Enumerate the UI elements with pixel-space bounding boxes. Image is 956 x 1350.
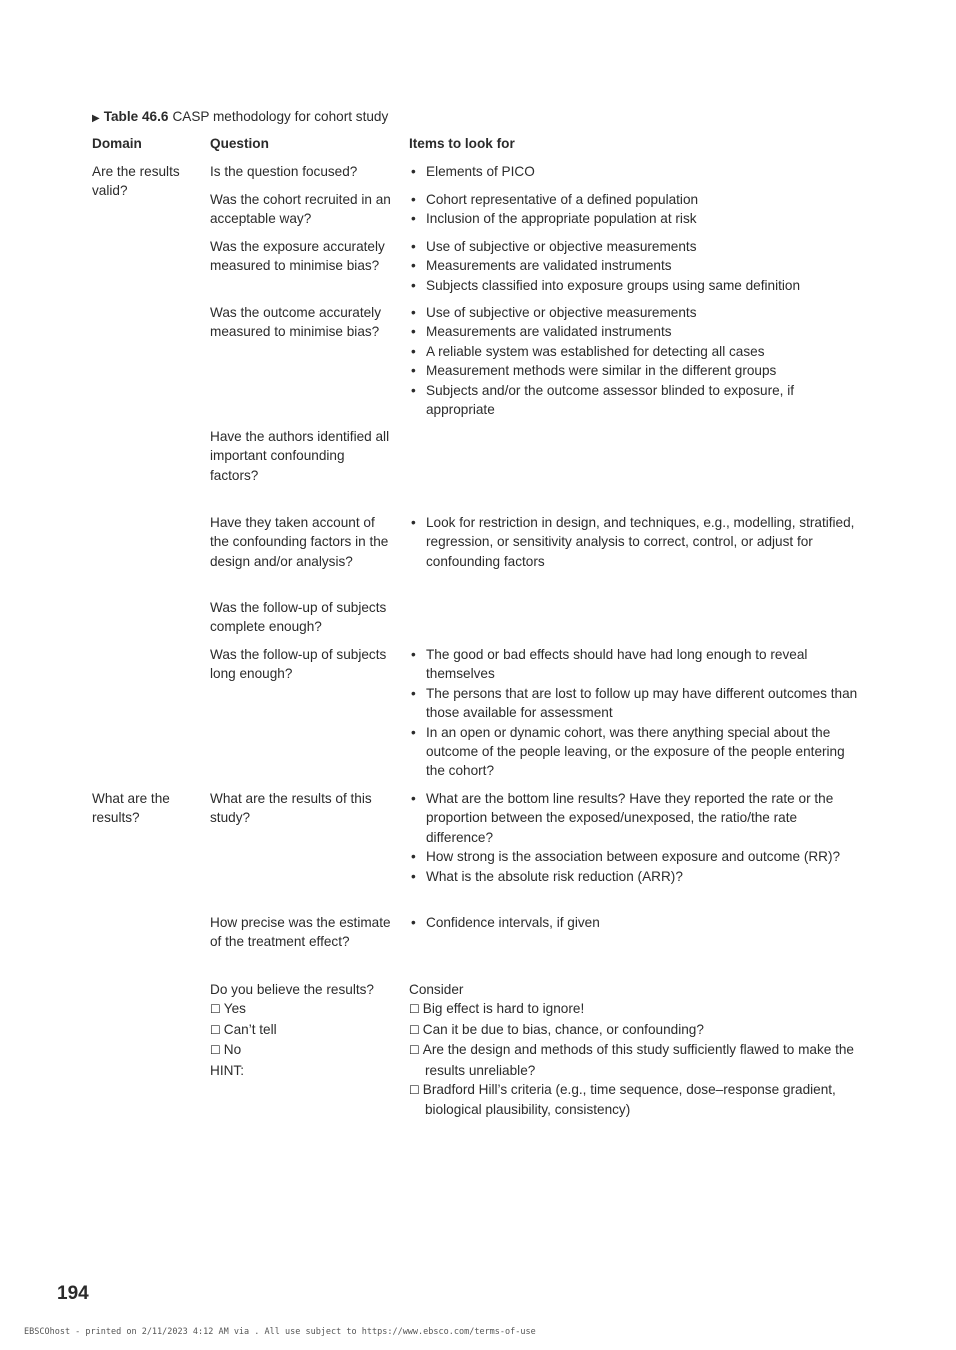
question-cell: How precise was the estimate of the treatment effect? <box>210 915 391 950</box>
caption-arrow-icon: ▶ <box>92 113 100 124</box>
consider-label: Consider <box>409 982 464 997</box>
consideration-item: ☐ Bradford Hill’s criteria (e.g., time sequence, dose–response gradient, biological plausibility, consistency) <box>409 1082 836 1118</box>
items-list <box>409 190 864 229</box>
items-list <box>409 645 864 781</box>
items-list <box>409 237 864 295</box>
header-domain: Domain <box>92 136 142 151</box>
list-item: • A reliable system was established for detecting all cases <box>411 343 765 359</box>
option-cant-tell: ☐ Can’t tell <box>210 1021 277 1037</box>
option-yes: ☐ Yes <box>210 1001 246 1017</box>
consider-cell <box>409 980 864 1120</box>
consideration-item: ☐ Can it be due to bias, chance, or confounding? <box>409 1021 704 1037</box>
list-item: • What are the bottom line results? Have they reported the rate or the proportion between the exposed/unexposed, the ratio/the rate difference? <box>411 791 834 845</box>
list-item: • The good or bad effects should have had long enough to reveal themselves <box>411 647 808 682</box>
items-list <box>409 303 864 419</box>
list-item: • Measurements are validated instruments <box>411 324 672 340</box>
header-items: Items to look for <box>409 136 515 151</box>
question-cell: Have they taken account of the confounding factors in the design and/or analysis? <box>210 515 389 569</box>
question-cell: Was the outcome accurately measured to minimise bias? <box>210 305 382 340</box>
question-cell: Is the question focused? <box>210 164 358 179</box>
page-number: 194 <box>57 1283 89 1304</box>
list-item: • Measurements are validated instruments <box>411 258 672 274</box>
list-item: • Cohort representative of a defined population <box>411 192 699 207</box>
question-cell: What are the results of this study? <box>210 791 372 826</box>
believe-question: Do you believe the results? <box>210 982 374 997</box>
items-list <box>409 513 864 571</box>
checkbox-icon: ☐ <box>210 1022 221 1037</box>
list-item: • Measurement methods were similar in the different groups <box>411 363 777 379</box>
print-footer: EBSCOhost - printed on 2/11/2023 4:12 AM via . All use subject to https://www.ebsco.com/terms-of-use <box>24 1327 536 1337</box>
items-list <box>409 162 864 181</box>
question-cell: Have the authors identified all important confounding factors? <box>210 429 390 483</box>
option-no: ☐ No <box>210 1042 242 1058</box>
checkbox-icon: ☐ <box>409 1043 420 1058</box>
consideration-item: ☐ Big effect is hard to ignore! <box>409 1001 585 1017</box>
list-item: • Elements of PICO <box>411 164 535 179</box>
domain-valid: Are the results valid? <box>92 164 180 199</box>
checkbox-icon: ☐ <box>409 1083 420 1098</box>
list-item: • How strong is the association between exposure and outcome (RR)? <box>411 849 841 865</box>
domain-results: What are the results? <box>92 791 170 826</box>
question-cell: Was the follow-up of subjects complete enough? <box>210 600 387 635</box>
checkbox-icon: ☐ <box>210 1002 221 1017</box>
checkbox-icon: ☐ <box>409 1022 420 1037</box>
table-title: CASP methodology for cohort study <box>172 109 389 124</box>
list-item: • Use of subjective or objective measurements <box>411 239 697 254</box>
hint-label: HINT: <box>210 1062 244 1078</box>
list-item: • Subjects classified into exposure groups using same definition <box>411 277 801 293</box>
list-item: • Look for restriction in design, and techniques, e.g., modelling, stratified, regression, or sensitivity analysis to correct, control, or adjust for confounding factors <box>411 515 855 569</box>
believe-question-cell <box>210 980 395 1080</box>
list-item: • Subjects and/or the outcome assessor blinded to exposure, if appropriate <box>411 382 795 418</box>
question-cell: Was the exposure accurately measured to minimise bias? <box>210 239 385 274</box>
items-list <box>409 913 864 932</box>
consideration-item: ☐ Are the design and methods of this study sufficiently flawed to make the results unreliable? <box>409 1042 854 1078</box>
question-cell: Was the cohort recruited in an acceptable way? <box>210 192 391 227</box>
list-item: • The persons that are lost to follow up may have different outcomes than those available for assessment <box>411 685 858 721</box>
list-item: • Use of subjective or objective measurements <box>411 305 697 320</box>
table-caption <box>92 107 388 128</box>
checkbox-icon: ☐ <box>210 1043 221 1058</box>
checkbox-icon: ☐ <box>409 1002 420 1017</box>
header-question: Question <box>210 136 269 151</box>
list-item: • Confidence intervals, if given <box>411 915 600 930</box>
list-item: • What is the absolute risk reduction (ARR)? <box>411 868 683 884</box>
question-cell: Was the follow-up of subjects long enough? <box>210 647 387 682</box>
list-item: • In an open or dynamic cohort, was there anything special about the outcome of the people leaving, or the exposure of the people entering the cohort? <box>411 724 845 779</box>
list-item: • Inclusion of the appropriate population at risk <box>411 211 697 227</box>
table-label: Table 46.6 <box>103 109 169 124</box>
items-list <box>409 789 864 886</box>
